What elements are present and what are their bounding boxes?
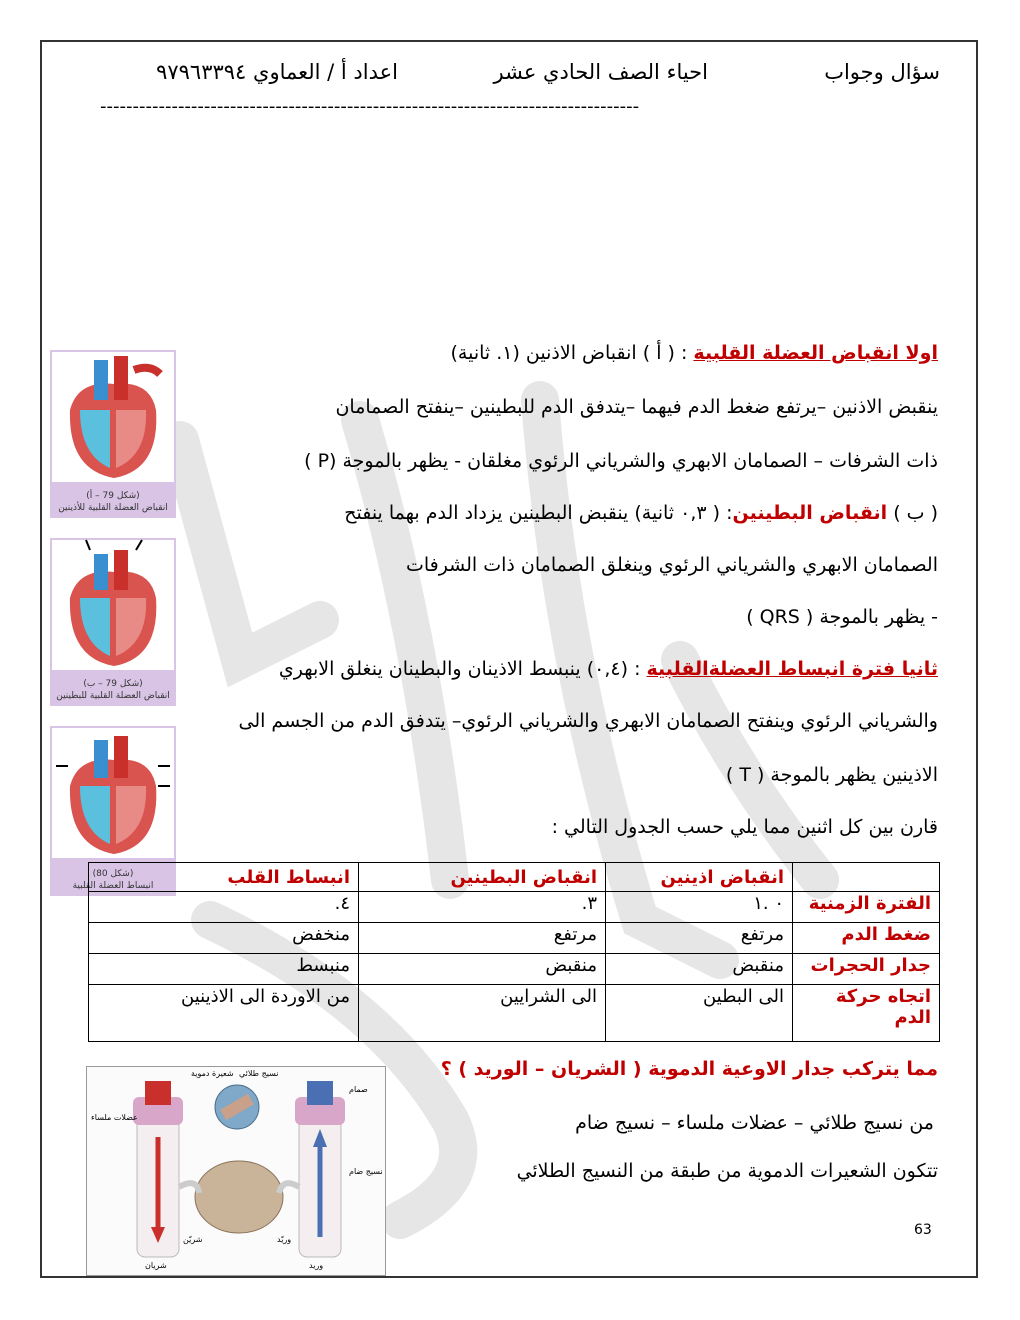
section3-answer2: تتكون الشعيرات الدموية من طبقة من النسيج الطلائي xyxy=(516,1160,938,1182)
section1-line4-pre: ( ب ) xyxy=(887,502,938,524)
table-row-label: اتجاه حركة الدم xyxy=(793,985,940,1042)
table-row xyxy=(89,985,940,1042)
heart-icon xyxy=(50,726,176,860)
table-row-label: الفترة الزمنية xyxy=(793,892,940,923)
heart-figure-ventricular-contraction xyxy=(50,538,176,706)
table-cell: منقبض xyxy=(606,954,793,985)
table-header-cell: انقباض البطينين xyxy=(359,863,606,892)
section1-line5: الصمامان الابهري والشرياني الرئوي وينغلق الصمامان ذات الشرفات xyxy=(405,554,938,576)
table-cell: منبسط xyxy=(89,954,359,985)
section2-line2: والشرياني الرئوي وينفتح الصمامان الابهري والشرياني الرئوي– يتدفق الدم من الجسم الى xyxy=(238,710,938,732)
section1-line4 xyxy=(344,500,938,526)
header-separator: ----------------------------------------------------------------------------------- xyxy=(100,96,640,117)
section1-heading-rest: : ( أ ) انقباض الاذنين (١. ثانية) xyxy=(450,342,694,364)
table-cell: ٤. xyxy=(89,892,359,923)
heart-icon xyxy=(50,350,176,484)
header-title-right: سؤال وجواب xyxy=(824,60,940,84)
table-cell: من الاوردة الى الاذينين xyxy=(89,985,359,1042)
blood-vessel-figure: شعيرة دموية نسيج طلائي صمام عضلات ملساء نسيج ضام شريان وريد شريّن وريّد xyxy=(86,1066,386,1276)
table-header-cell: انبساط القلب xyxy=(89,863,359,892)
section1-line4-rest: : ( ٠,٣ ثانية) ينقبض البطينين يزداد الدم بهما ينفتح xyxy=(344,502,733,524)
section2-heading: ثانيا فترة انبساط العضلةالقلبية xyxy=(646,658,938,680)
table-row-label: ضغط الدم xyxy=(793,923,940,954)
page-number: 63 xyxy=(914,1222,932,1238)
section1-line4-red: انقباض البطينين xyxy=(732,502,888,524)
heart-icon xyxy=(50,538,176,672)
section1-line6: - يظهر بالموجة ( QRS ) xyxy=(746,606,938,628)
table-row xyxy=(89,954,940,985)
table-cell: الى الشرايين xyxy=(359,985,606,1042)
table-row-label: جدار الحجرات xyxy=(793,954,940,985)
table-row xyxy=(89,892,940,923)
table-cell: منقبض xyxy=(359,954,606,985)
figure-caption: (شكل 79 – أ) انقباض العضلة القلبية للأذينين xyxy=(58,491,168,513)
header-title-left: اعداد أ / العماوي ٩٧٩٦٣٣٩٤ xyxy=(156,60,398,84)
section3-answer1: من نسيج طلائي – عضلات ملساء – نسيج ضام xyxy=(575,1112,934,1134)
section2-line3: الاذينين يظهر بالموجة ( T ) xyxy=(725,764,938,786)
section2-heading-line xyxy=(279,656,938,682)
table-cell: مرتفع xyxy=(359,923,606,954)
section2-heading-rest: : (٠,٤) ينبسط الاذينان والبطينان ينغلق الابهري xyxy=(278,658,647,680)
figure-caption: (شكل 80) انبساط العضلة القلبية xyxy=(72,869,154,891)
comparison-table xyxy=(88,862,940,1042)
page-header xyxy=(96,60,940,96)
blood-vessels-icon xyxy=(87,1067,385,1275)
section3-question: مما يتركب جدار الاوعية الدموية ( الشريان – الوريد ) ؟ xyxy=(440,1058,938,1080)
table-header-row xyxy=(89,863,940,892)
figure-caption: (شكل 79 – ب) انقباض العضلة القلبية للبطينين xyxy=(56,679,170,701)
table-row xyxy=(89,923,940,954)
section1-heading: اولا انقباض العضلة القلبية xyxy=(693,342,938,364)
section1-line2: ينقبض الاذنين –يرتفع ضغط الدم فيهما –يتدفق الدم للبطينين –ينفتح الصمامان xyxy=(335,396,938,418)
table-header-cell: انقباض اذينين xyxy=(606,863,793,892)
table-cell: الى البطين xyxy=(606,985,793,1042)
section1-heading-line xyxy=(450,340,938,366)
section2-line4: قارن بين كل اثنين مما يلي حسب الجدول التالي : xyxy=(551,816,938,838)
table-cell: ٠ .١ xyxy=(606,892,793,923)
header-title-center: احياء الصف الحادي عشر xyxy=(493,60,708,84)
table-cell: ٣. xyxy=(359,892,606,923)
table-header-cell xyxy=(793,863,940,892)
table-cell: منخفض xyxy=(89,923,359,954)
section1-line3: ذات الشرفات – الصمامان الابهري والشرياني الرئوي مغلقان - يظهر بالموجة (P ) xyxy=(304,450,938,472)
heart-figure-atrial-contraction xyxy=(50,350,176,518)
table-cell: مرتفع xyxy=(606,923,793,954)
